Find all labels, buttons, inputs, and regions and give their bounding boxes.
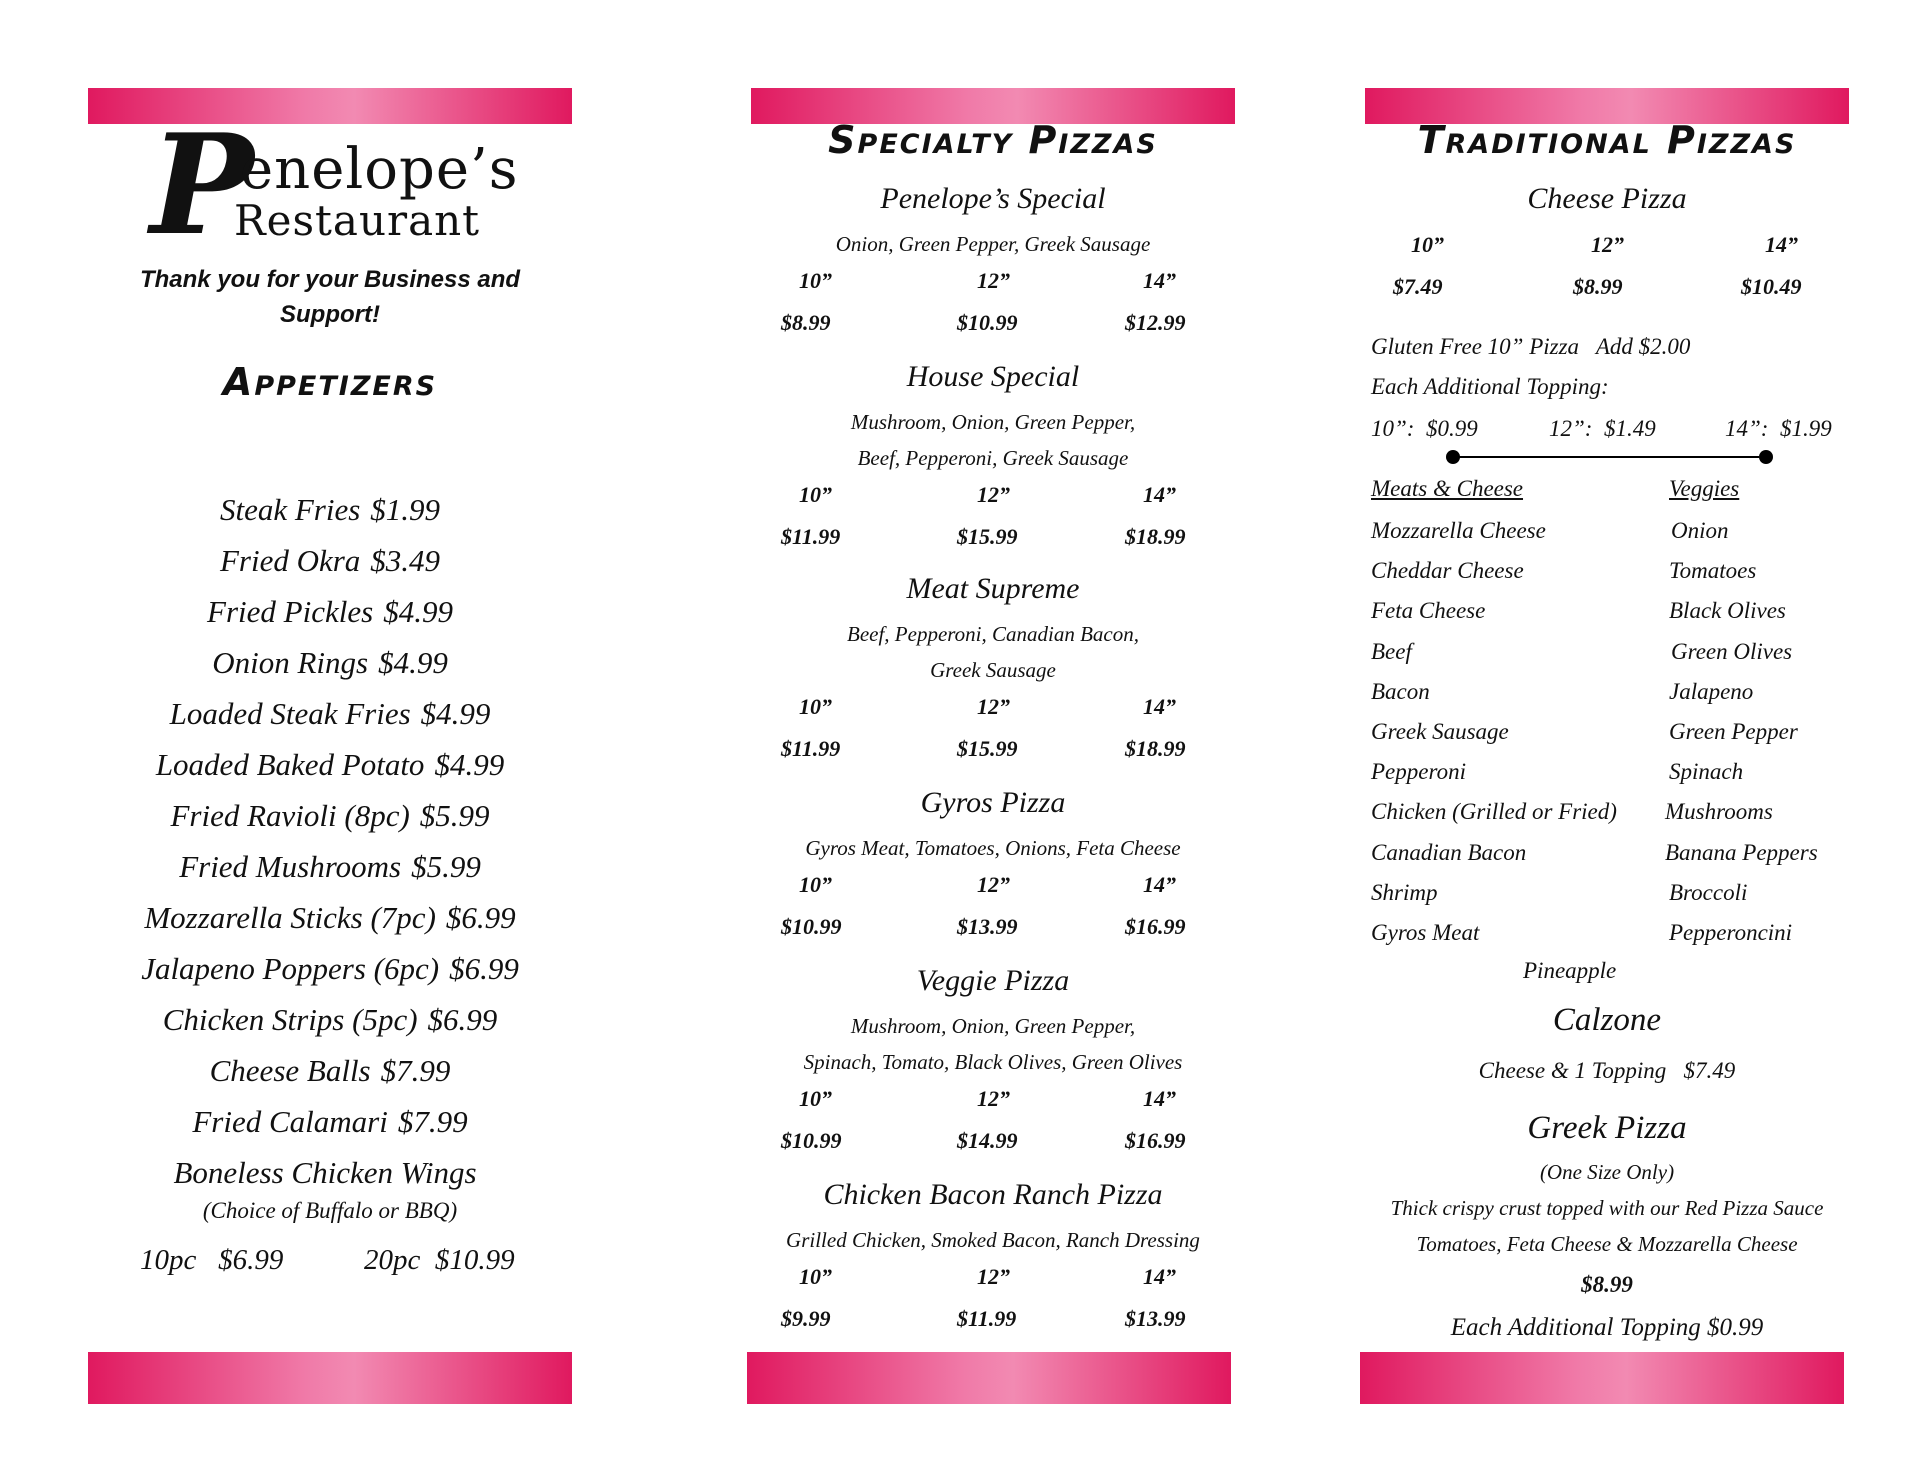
specialty-pizza-name: Veggie Pizza	[916, 964, 1070, 997]
appetizer-name: Onion Rings	[212, 645, 369, 680]
greek-pizza-size: (One Size Only)	[1539, 1160, 1675, 1184]
appetizer-name: Boneless Chicken Wings	[173, 1155, 477, 1190]
specialty-pizza-size: 10”	[799, 1264, 832, 1289]
greek-pizza-name: Greek Pizza	[1527, 1110, 1687, 1146]
meat-topping: Chicken (Grilled or Fried)	[1371, 799, 1617, 825]
veggie-topping: Pepperoncini	[1669, 920, 1793, 945]
cheese-price-12: $8.99	[1573, 274, 1623, 299]
appetizer-price: $5.99	[411, 849, 481, 884]
appetizer-list	[88, 484, 572, 1198]
appetizer-item	[88, 841, 572, 892]
veggie-topping: Broccoli	[1669, 879, 1748, 905]
meat-topping: Cheddar Cheese	[1371, 558, 1524, 584]
appetizer-name: Fried Pickles	[207, 594, 374, 629]
meat-topping: Shrimp	[1371, 879, 1438, 905]
cheese-price-14: $10.49	[1741, 274, 1802, 299]
appetizer-item	[88, 892, 572, 943]
specialty-pizza-name: Penelope’s Special	[880, 182, 1106, 215]
specialty-pizza-description: Mushroom, Onion, Green Pepper,	[850, 410, 1136, 434]
appetizer-price: $5.99	[419, 798, 490, 833]
specialty-pizza-price: $15.99	[957, 524, 1018, 549]
appetizer-item	[88, 1096, 572, 1147]
logo-name: enelope’s	[240, 137, 519, 202]
topping-price-14: 14”: $1.99	[1725, 416, 1832, 441]
appetizer-item	[88, 688, 572, 739]
specialty-pizza-size: 12”	[977, 482, 1010, 507]
specialty-pizza-name: Chicken Bacon Ranch Pizza	[823, 1178, 1163, 1211]
specialty-pizza-size: 14”	[1143, 1086, 1176, 1111]
meat-topping: Bacon	[1371, 678, 1430, 704]
specialty-pizza-price: $18.99	[1125, 524, 1186, 549]
greek-additional-topping: Each Additional Topping $0.99	[1450, 1314, 1764, 1341]
specialty-pizza-size: 10”	[799, 694, 832, 719]
thank-you-message: Thank you for your Business and Support!	[139, 266, 521, 328]
specialty-pizza-price: $15.99	[957, 736, 1018, 761]
appetizer-item	[88, 637, 572, 688]
appetizer-name: Fried Ravioli (8pc)	[170, 798, 410, 833]
wings-10pc-price: 10pc $6.99	[140, 1244, 284, 1276]
specialty-pizza-description: Grilled Chicken, Smoked Bacon, Ranch Dressing	[786, 1228, 1200, 1252]
veggie-topping: Tomatoes	[1669, 558, 1757, 584]
specialty-pizza-size: 10”	[799, 482, 832, 507]
specialty-pizza-price: $14.99	[957, 1128, 1018, 1153]
specialty-pizza-size: 14”	[1143, 1264, 1176, 1289]
appetizer-name: Steak Fries	[219, 492, 361, 527]
specialty-pizza-description: Mushroom, Onion, Green Pepper,	[850, 1014, 1136, 1038]
divider-dot-right	[1759, 450, 1773, 464]
specialty-pizza-size: 12”	[977, 268, 1010, 293]
specialty-pizza-price: $10.99	[781, 914, 842, 939]
greek-pizza-desc-1: Thick crispy crust topped with our Red Pizza Sauce	[1390, 1196, 1824, 1220]
veggie-topping: Black Olives	[1669, 598, 1786, 624]
specialty-pizza-description: Beef, Pepperoni, Canadian Bacon,	[847, 622, 1139, 646]
appetizers-title: Appetizers	[222, 360, 438, 404]
veggie-topping: Banana Peppers	[1665, 839, 1818, 865]
specialty-pizza-size: 12”	[977, 694, 1010, 719]
specialty-pizza-description-2: Greek Sausage	[930, 658, 1056, 682]
appetizer-price: $6.99	[445, 900, 516, 935]
specialty-pizza-price: $8.99	[781, 310, 831, 335]
topping-price-12: 12”: $1.49	[1549, 416, 1656, 441]
specialty-pizza-size: 12”	[977, 872, 1010, 897]
appetizer-name: Loaded Baked Potato	[155, 747, 425, 782]
specialty-pizza-price: $11.99	[957, 1306, 1017, 1331]
specialty-pizza-price: $11.99	[781, 736, 841, 761]
appetizer-item	[88, 739, 572, 790]
veggie-topping: Onion	[1671, 518, 1729, 543]
appetizer-price: $7.99	[380, 1053, 451, 1088]
wings-choice: (Choice of Buffalo or BBQ)	[202, 1198, 458, 1223]
specialty-pizza-size: 14”	[1143, 482, 1176, 507]
specialty-pizza-size: 14”	[1143, 872, 1176, 897]
specialty-pizza-name: House Special	[906, 360, 1080, 393]
specialty-pizza-size: 12”	[977, 1264, 1010, 1289]
appetizers-column	[88, 0, 572, 1484]
specialty-pizza-price: $18.99	[1125, 736, 1186, 761]
specialty-pizza-name: Gyros Pizza	[920, 786, 1066, 819]
specialty-pizza-price: $10.99	[781, 1128, 842, 1153]
meat-topping: Pepperoni	[1371, 759, 1466, 785]
veggie-topping: Mushrooms	[1665, 799, 1773, 825]
appetizer-item	[88, 484, 572, 535]
wings-20pc-price: 20pc $10.99	[364, 1244, 515, 1276]
additional-topping-label: Each Additional Topping:	[1371, 374, 1609, 399]
greek-pizza-desc-2: Tomatoes, Feta Cheese & Mozzarella Cheese	[1416, 1232, 1798, 1256]
appetizer-name: Chicken Strips (5pc)	[162, 1002, 418, 1037]
logo-initial: P	[150, 103, 250, 266]
appetizer-name: Jalapeno Poppers (6pc)	[141, 951, 440, 986]
specialty-pizza-size: 10”	[799, 872, 832, 897]
meat-topping: Mozzarella Cheese	[1371, 518, 1546, 543]
pineapple-topping: Pineapple	[1523, 958, 1617, 983]
specialty-pizza-price: $11.99	[781, 524, 841, 549]
calzone-description: Cheese & 1 Topping $7.49	[1478, 1058, 1736, 1083]
specialty-pizza-size: 14”	[1143, 268, 1176, 293]
specialty-pizza-price: $16.99	[1125, 914, 1186, 939]
appetizer-price: $4.99	[378, 645, 448, 680]
cheese-size-14: 14”	[1765, 232, 1798, 257]
appetizer-price: $6.99	[449, 951, 519, 986]
cheese-pizza-name: Cheese Pizza	[1527, 182, 1687, 215]
specialty-pizza-price: $12.99	[1125, 310, 1186, 335]
appetizer-price: $7.99	[397, 1104, 468, 1139]
appetizer-name: Fried Calamari	[192, 1104, 388, 1139]
specialty-pizza-price: $16.99	[1125, 1128, 1186, 1153]
divider-line	[1453, 456, 1759, 458]
specialty-pizza-price: $13.99	[957, 914, 1018, 939]
specialty-pizza-description-2: Spinach, Tomato, Black Olives, Green Olives	[803, 1050, 1183, 1074]
veggie-topping: Green Pepper	[1669, 719, 1798, 744]
appetizer-price: $1.99	[370, 492, 441, 527]
gluten-free-note: Gluten Free 10” Pizza Add $2.00	[1371, 334, 1691, 359]
meat-topping: Canadian Bacon	[1371, 839, 1527, 865]
appetizer-price: $4.99	[434, 747, 505, 782]
appetizer-item	[88, 586, 572, 637]
cheese-size-12: 12”	[1591, 232, 1624, 257]
appetizer-item	[88, 994, 572, 1045]
meat-topping: Feta Cheese	[1371, 598, 1486, 624]
veggie-topping: Jalapeno	[1669, 678, 1754, 704]
specialty-pizza-size: 10”	[799, 268, 832, 293]
logo-subtitle: Restaurant	[234, 196, 481, 245]
specialty-pizza-description-2: Beef, Pepperoni, Greek Sausage	[857, 446, 1129, 470]
appetizer-price: $4.99	[420, 696, 491, 731]
traditional-pizzas-column	[1365, 0, 1849, 1484]
appetizer-price: $6.99	[427, 1002, 498, 1037]
appetizer-name: Loaded Steak Fries	[169, 696, 411, 731]
appetizer-name: Mozzarella Sticks (7pc)	[144, 900, 436, 935]
calzone-name: Calzone	[1552, 1002, 1662, 1038]
specialty-pizza-size: 12”	[977, 1086, 1010, 1111]
topping-price-10: 10”: $0.99	[1371, 416, 1478, 441]
meat-topping: Greek Sausage	[1371, 719, 1509, 744]
veggie-topping: Spinach	[1669, 759, 1744, 785]
specialty-pizza-size: 14”	[1143, 694, 1176, 719]
specialty-pizza-description: Onion, Green Pepper, Greek Sausage	[835, 232, 1151, 256]
appetizer-item	[88, 790, 572, 841]
appetizer-item	[88, 943, 572, 994]
appetizer-item	[88, 535, 572, 586]
appetizer-item	[88, 1045, 572, 1096]
specialty-pizza-name: Meat Supreme	[906, 572, 1080, 605]
veggies-title: Veggies	[1669, 476, 1740, 501]
cheese-size-10: 10”	[1411, 232, 1444, 257]
appetizer-price: $4.99	[383, 594, 453, 629]
specialty-pizza-description: Gyros Meat, Tomatoes, Onions, Feta Cheese	[805, 836, 1181, 860]
specialty-pizza-price: $13.99	[1125, 1306, 1186, 1331]
meat-topping: Gyros Meat	[1371, 920, 1480, 945]
meats-cheese-title: Meats & Cheese	[1371, 476, 1524, 501]
meat-topping: Beef	[1371, 638, 1412, 664]
greek-pizza-price: $8.99	[1581, 1272, 1633, 1297]
veggie-topping: Green Olives	[1671, 638, 1793, 664]
appetizer-name: Fried Okra	[219, 543, 361, 578]
cheese-price-10: $7.49	[1393, 274, 1443, 299]
specialty-pizza-price: $10.99	[957, 310, 1018, 335]
appetizer-name: Cheese Balls	[209, 1053, 371, 1088]
specialty-pizza-size: 10”	[799, 1086, 832, 1111]
specialty-pizza-price: $9.99	[781, 1306, 831, 1331]
appetizer-price: $3.49	[370, 543, 441, 578]
specialty-pizzas-title: Specialty Pizzas	[828, 118, 1158, 162]
traditional-pizzas-title: Traditional Pizzas	[1417, 118, 1797, 162]
appetizer-name: Fried Mushrooms	[179, 849, 402, 884]
appetizer-item	[88, 1147, 572, 1198]
specialty-pizzas-column	[751, 0, 1235, 1484]
